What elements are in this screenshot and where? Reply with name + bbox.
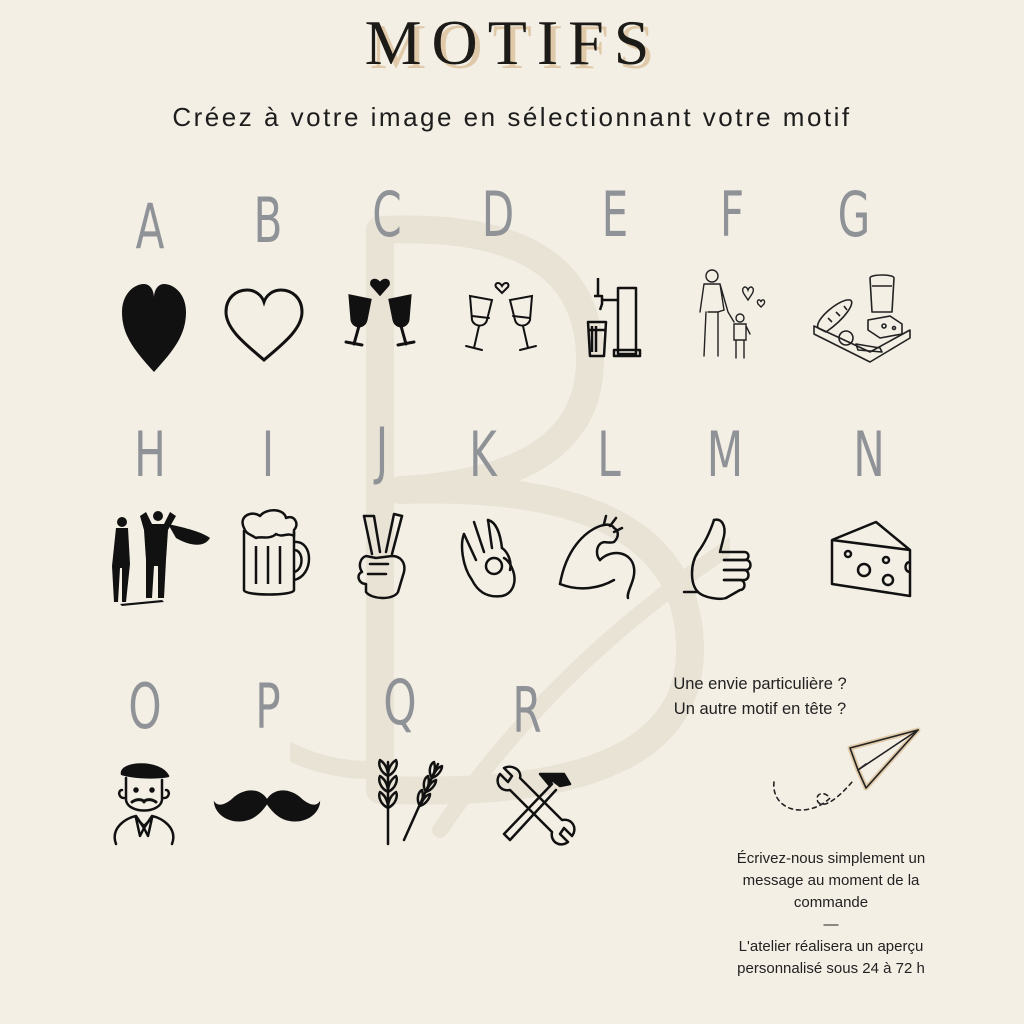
motif-letter-g: G (837, 178, 871, 251)
footer-note-line-3: commande (793, 894, 869, 911)
footer-note-line-5: personnalisé sous 24 à 72 h (737, 960, 925, 977)
motif-letter-i: I (261, 418, 275, 491)
father-child-icon[interactable] (684, 264, 784, 364)
mustache-icon[interactable] (212, 758, 312, 858)
heart-filled-icon[interactable] (104, 280, 204, 380)
motif-letter-p: P (255, 670, 281, 743)
wheat-icon[interactable] (360, 752, 460, 852)
page-subtitle: Créez à votre image en sélectionnant votre motif (172, 102, 852, 132)
flexed-biceps-icon[interactable] (556, 510, 656, 610)
side-note-line-2: Un autre motif en tête ? (673, 700, 847, 718)
superhero-shadow-icon[interactable] (106, 508, 206, 608)
footer-note-line-2: message au moment de la (742, 872, 920, 889)
cheese-icon[interactable] (828, 514, 928, 614)
paper-plane-icon (770, 726, 930, 816)
footer-note (706, 848, 956, 980)
motif-letter-h: H (134, 418, 166, 491)
motif-letter-q: Q (383, 666, 417, 739)
motif-letter-r: R (512, 674, 542, 747)
motif-letter-f: F (719, 178, 745, 251)
tools-icon[interactable] (490, 764, 590, 864)
footer-note-line-1: Écrivez-nous simplement un (736, 850, 926, 867)
beer-tap-icon[interactable] (566, 270, 666, 370)
motif-letter-j: J (375, 414, 389, 487)
charcuterie-board-icon[interactable] (810, 272, 910, 372)
side-note-line-1: Une envie particulière ? (673, 675, 847, 693)
heart-outline-icon[interactable] (214, 282, 314, 382)
motif-letter-o: O (128, 670, 162, 743)
wine-glasses-heart-filled-icon[interactable] (332, 270, 432, 370)
motif-letter-c: C (372, 178, 402, 251)
footer-note-line-4: L'atelier réalisera un aperçu (738, 938, 924, 955)
motif-letter-d: D (481, 178, 515, 251)
page-title: MOTIFS (364, 7, 660, 78)
peace-hand-icon[interactable] (336, 508, 436, 608)
motif-letter-e: E (601, 178, 629, 251)
motif-letter-k: K (469, 418, 497, 491)
motif-letter-b: B (253, 184, 283, 257)
motif-letter-a: A (135, 190, 165, 263)
french-man-beret-icon[interactable] (96, 756, 196, 856)
motif-letter-l: L (597, 418, 621, 491)
wine-glasses-heart-outline-icon[interactable] (452, 272, 552, 372)
ok-hand-icon[interactable] (448, 508, 548, 608)
motif-letter-m: M (706, 418, 744, 491)
thumbs-up-icon[interactable] (680, 508, 780, 608)
beer-mug-icon[interactable] (232, 506, 332, 606)
motif-letter-n: N (853, 418, 885, 491)
footer-note-separator: — (823, 916, 839, 933)
side-note (640, 672, 880, 722)
